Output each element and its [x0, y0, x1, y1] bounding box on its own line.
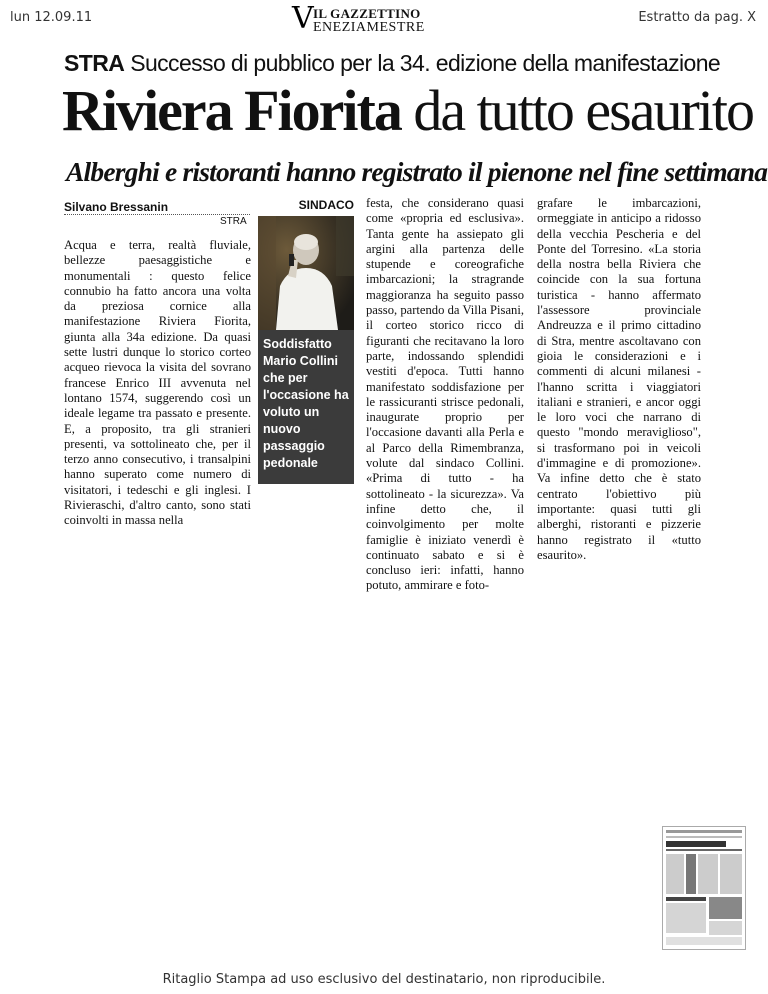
dateline-location: STRA	[220, 216, 247, 227]
mayor-photo	[258, 216, 354, 330]
masthead-v-letter: V	[292, 1, 314, 36]
mayor-photo-image	[258, 216, 354, 330]
headline	[62, 77, 753, 145]
issue-date: lun 12.09.11	[10, 10, 93, 25]
kicker	[64, 50, 720, 77]
kicker-place: STRA	[64, 50, 125, 76]
photo-caption-box	[258, 330, 354, 484]
headline-bold: Riviera Fiorita	[62, 78, 401, 143]
sidebar-label: SINDACO	[298, 198, 354, 212]
photo-caption: Soddisfatto Mario Collini che per l'occasione ha voluto un nuovo passaggio pedonale	[263, 337, 349, 470]
kicker-text: Successo di pubblico per la 34. edizione della manifestazione	[130, 50, 721, 76]
author-byline: Silvano Bressanin	[64, 200, 169, 214]
article-column-4: grafare le imbarcazioni, ormeggiate in anticipo a ridosso della vecchia Pescheria e del Ponte del Torresino. «La storia della nostra bella Riviera che coincide con la sua fortuna turistica - hanno affermato l'assessore provinciale Andreuzza e il primo cittadino di Stra, mentre ascoltavano con gioia le considerazioni e i commenti di alcuni milanesi - l'hanno scritta i viaggiatori italiani e stranieri, e ancor oggi le loro voci che narrano di questo "mondo meraviglioso", si trasformano poi in veicoli d'immagine e di promozione». Va infine detto che è stato centrato l'obiettivo più importante: quasi tutti gli alberghi, ristoranti e pizzerie hanno registrato il «tutto esaurito».	[537, 196, 701, 562]
masthead-bottom-text: ENEZIAMESTRE	[313, 20, 425, 35]
page-thumbnail-image	[663, 827, 745, 949]
headline-rest: da tutto esaurito	[413, 78, 754, 143]
article-column-3: festa, che considerano quasi come «propria ed esclusiva». Tanta gente ha assiepato gli argini alla partenza delle stupende e coreografiche imbarcazioni; la stragrande maggioranza ha seguito passo passo, partendo da Villa Pisani, il corteo storico ricco di figuranti che recitavano la loro parte, indossando splendidi vestiti d'epoca. Tutti hanno manifestato soddisfazione per le rassicuranti strisce pedonali, inaugurate proprio per l'occasione davanti alla Perla e al Parco della Rimembranza, volute dal sindaco Collini. «Prima di tutto - ha sottolineato - la sicurezza». Va infine detto che, il coinvolgimento per molte famiglie è iniziato venerdì è continuato sabato e si è concluso ieri: infatti, hanno potuto, ammirare e foto-	[366, 196, 524, 593]
subheadline: Alberghi e ristoranti hanno registrato il pienone nel fine settimana	[66, 156, 768, 187]
page-extract-label: Estratto da pag. X	[638, 10, 756, 25]
byline-divider	[64, 214, 250, 215]
page-thumbnail	[662, 826, 746, 950]
masthead-top-text: IL GAZZETTINO	[313, 6, 421, 21]
footer-notice: Ritaglio Stampa ad uso esclusivo del destinatario, non riproducibile.	[162, 972, 606, 987]
masthead-logo	[292, 1, 492, 36]
article-column-1: Acqua e terra, realtà fluviale, bellezze paesaggistiche e monumentali : questo felice connubio ha fatto ancora una volta da preziosa cornice alla manifestazione Riviera Fiorita, giunta alla 34a edizione. Da quasi sette lustri dunque lo storico corteo acqueo rievoca la visita del sovrano francese Enrico III avvenuta nel lontano 1574, suggerendo così un ideale legame tra passato e presente. E, a proposito, tra gli stranieri presenti, va sottolineato che, per il terzo anno consecutivo, i transalpini hanno superato come numero di visitatori, i tedeschi e gli inglesi. I Rivieraschi, d'altro canto, sono stati coinvolti in massa nella	[64, 238, 251, 528]
